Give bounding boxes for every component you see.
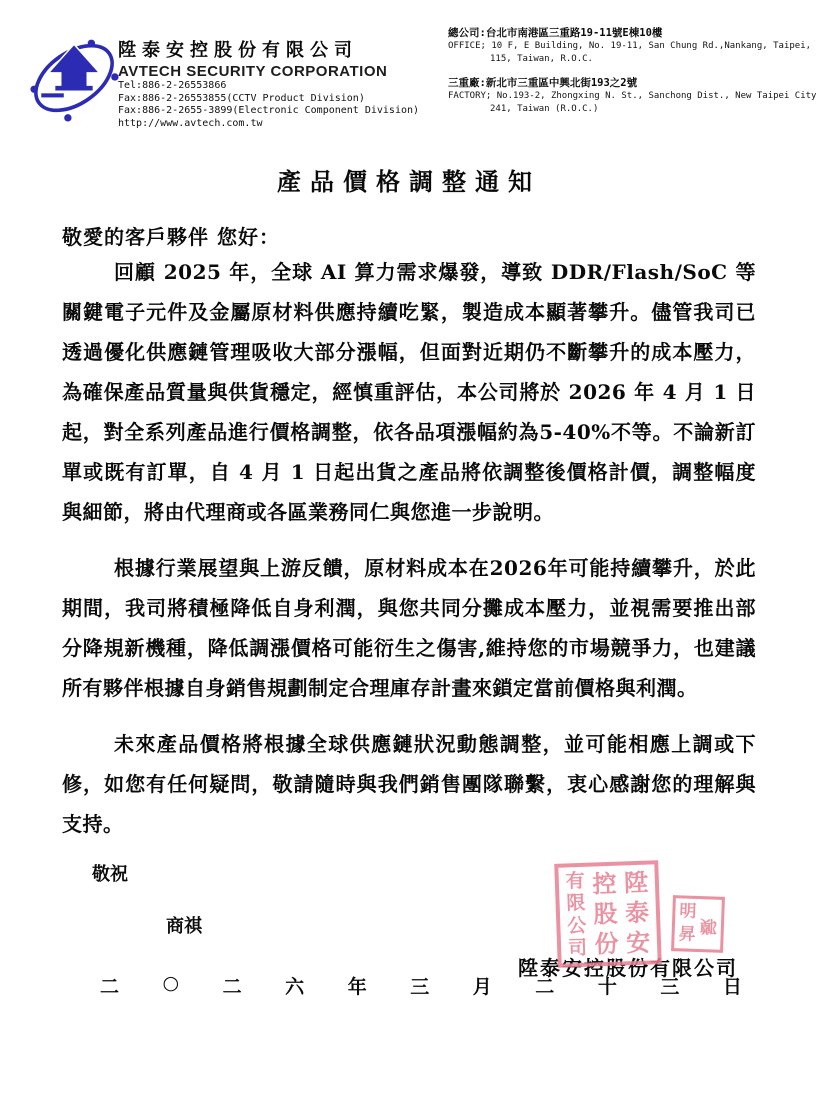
letter-greeting: 敬愛的客戶夥伴 您好：: [62, 225, 280, 249]
office-address-zh: 總公司:台北市南港區三重路19-11號E棟10樓: [448, 27, 663, 39]
closing-salute: 敬祝: [92, 864, 128, 885]
contact-tel: Tel:886-2-26553866: [118, 80, 227, 91]
factory-address-en-2: 241, Taiwan (R.O.C.): [490, 104, 599, 114]
seal-char: 安: [625, 927, 651, 958]
company-name-zh: 陞泰安控股份有限公司: [118, 40, 358, 61]
factory-address-zh: 三重廠:新北市三重區中興北街193之2號: [448, 77, 638, 89]
company-name-en: AVTECH SECURITY CORPORATION: [118, 63, 388, 80]
personal-seal-right-column: [699, 901, 718, 948]
date-char: 二: [222, 976, 242, 998]
closing-wish: 商祺: [166, 916, 202, 937]
date-char: 三: [660, 976, 680, 998]
paragraph-1: 回顧 2025 年，全球 AI 算力需求爆發，導致 DDR/Flash/SoC 等關鍵電子元件及金屬原材料供應持續吃緊，製造成本顯著攀升。儘管我司已透過優化供應鏈管理吸收大部分漲幅，但面對近期仍不斷攀升的成本壓力，為確保產品質量與供貨穩定，經慎重評估，本公司將於 2026 年 4 月 1 日起，對全系列產品進行價格調整，依各品項漲幅約為5-40%不等。不論新訂單或既有訂單，自 4 月 1 日起出貨之產品將依調整後價格計價，調整幅度與細節，將由代理商或各區業務同仁與您進一步說明。: [62, 260, 756, 524]
seal-char: 鄭: [699, 914, 718, 936]
avtech-logo-icon: [28, 32, 120, 124]
seal-char: 控: [591, 868, 617, 899]
seal-char: 限: [566, 892, 586, 915]
date-char: 月: [472, 976, 492, 998]
header-address-block: [448, 26, 816, 116]
date-char: 二: [100, 976, 120, 998]
date-char: 六: [285, 976, 305, 998]
seal-column-3: [565, 870, 587, 961]
seal-char: 泰: [624, 897, 650, 928]
seal-char: 昇: [678, 924, 696, 945]
seal-char: 公: [566, 914, 587, 938]
letter-title: 產品價格調整通知: [277, 167, 541, 196]
letter-body: [62, 162, 756, 981]
seal-char: 司: [567, 937, 588, 960]
date-char: ○: [162, 972, 180, 994]
date-char: 年: [347, 976, 367, 998]
seal-char: 股: [592, 898, 618, 929]
paragraph-2: 根據行業展望與上游反饋，原材料成本在2026年可能持續攀升，於此期間，我司將積極降低自身利潤，與您共同分攤成本壓力，並視需要推出部分降規新機種，降低調漲價格可能衍生之傷害,維持您的市場競爭力，也建議所有夥伴根據自身銷售規劃制定合理庫存計畫來鎖定當前價格與利潤。: [62, 556, 756, 700]
seal-column-1: [624, 868, 651, 959]
signature-company-name: 陞泰安控股份有限公司: [518, 956, 738, 980]
date-char: 日: [722, 976, 742, 998]
date-char: 十: [597, 976, 617, 998]
seal-column-2: [592, 869, 619, 960]
seal-char: 份: [594, 928, 620, 959]
date-char: 三: [410, 976, 430, 998]
contact-fax-cctv: Fax:886-2-26553855(CCTV Product Division): [118, 92, 365, 104]
address-gap: [448, 66, 800, 76]
header-company-block: [118, 36, 438, 130]
personal-seal-left-column: [678, 900, 697, 947]
contact-website: http://www.avtech.com.tw: [118, 117, 263, 129]
seal-char: 陞: [623, 867, 649, 898]
office-address-en-1: OFFICE; 10 F, E Building, No. 19-11, San Chung Rd.,Nankang, Taipei,: [448, 41, 812, 51]
office-address-en-2: 115, Taiwan, R.O.C.: [490, 54, 593, 64]
letter-date: [100, 972, 742, 999]
contact-fax-electronic: Fax:886-2-2655-3899(Electronic Component Division): [118, 105, 420, 116]
company-seal-stamp: [554, 860, 662, 968]
paragraph-3: 未來產品價格將根據全球供應鏈狀況動態調整，並可能相應上調或下修，如您有任何疑問，敬請隨時與我們銷售團隊聯繫，衷心感謝您的理解與支持。: [62, 732, 756, 836]
seal-char: 有: [565, 869, 586, 893]
seal-char: 明: [679, 901, 697, 922]
date-char: 二: [535, 976, 555, 998]
factory-address-en-1: FACTORY; No.193-2, Zhongxing N. St., Sanchong Dist., New Taipei City: [448, 91, 816, 101]
personal-seal-stamp: [671, 895, 725, 953]
